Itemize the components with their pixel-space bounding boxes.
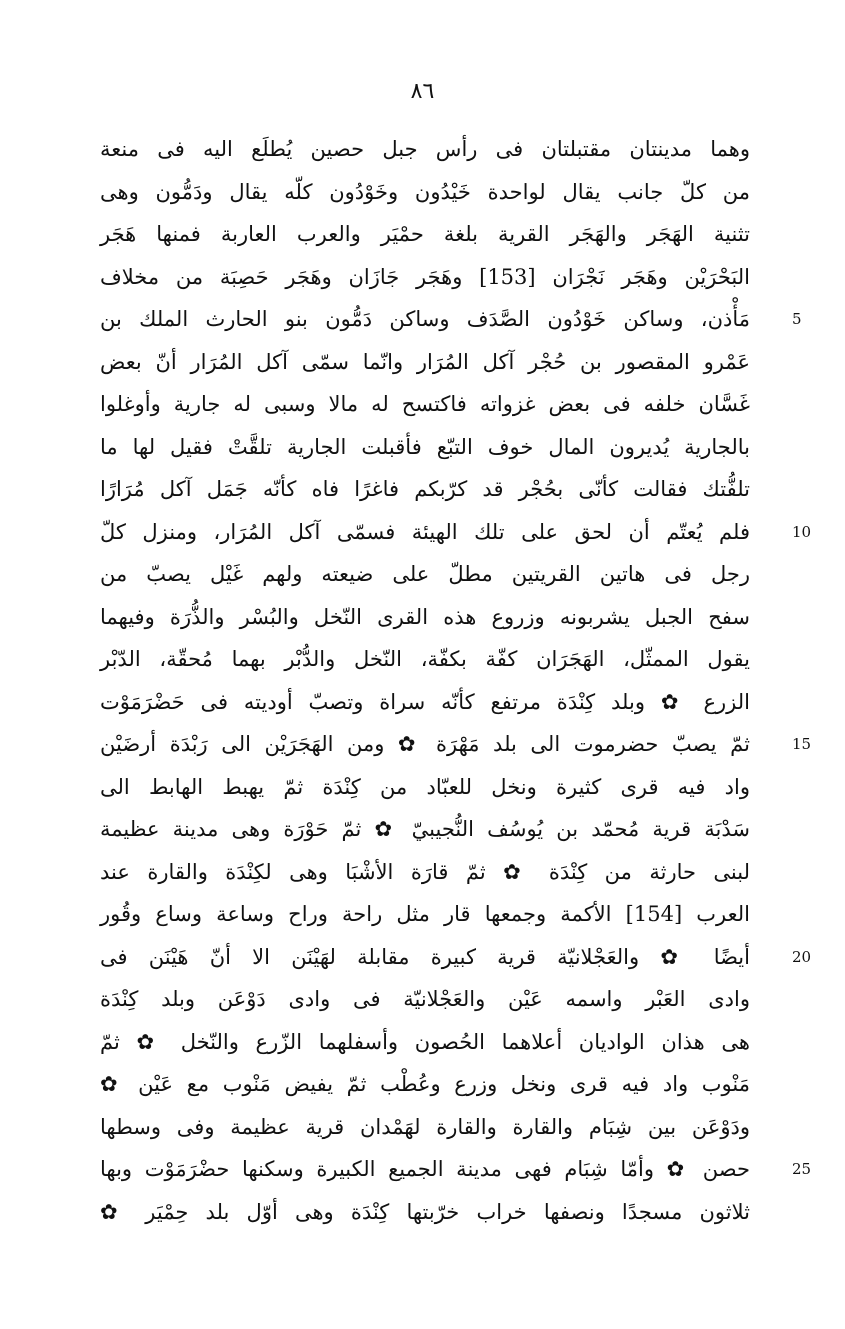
- line-text: حصن ✿ وأمّا شِبَام فهى مدينة الجميع الكبيرة وسكنها حضْرَمَوْت وبها: [100, 1157, 750, 1181]
- line-text: ودَوْعَن بين شِبَام والقارة والقارة لهَمْدان قرية عظيمة وفى وسطها: [100, 1114, 750, 1139]
- page-number: ٨٦: [410, 79, 435, 104]
- line-text: ثلاثون مسجدًا ونصفها خراب خرّبتها كِنْدَة وهى أوّل بلد حِمْيَر ✿: [100, 1199, 750, 1224]
- text-line: [100, 766, 750, 809]
- line-number: 25: [792, 1160, 812, 1178]
- line-text: أيضًا ✿ والعَجْلانيّة قرية كبيرة مقابلة لهَيْنَن الا أنّ هَيْنَن فى: [100, 944, 750, 969]
- line-number: 20: [792, 947, 812, 966]
- line-text: هى هذان الواديان أعلاهما الحُصون وأسفلهما الزّرع والنّخل ✿ ثمّ: [100, 1029, 750, 1054]
- line-text: الزرع ✿ وبلد كِنْدَة مرتفع كأنّه سراة وتصبّ أوديته فى حَضْرَمَوْت: [100, 689, 750, 714]
- line-text: من كلّ جانب يقال لواحدة خَيْدُون وخَوْدُون كلّه يقال ودَمُّون وهى: [100, 179, 750, 204]
- text-line: [100, 596, 750, 639]
- line-number: 15: [792, 735, 812, 753]
- line-text: فلم يُعتّم أن لحق على تلك الهيئة فسمّى آكل المُرَار، ومنزل كلّ: [100, 519, 750, 544]
- text-line: [100, 808, 750, 851]
- text-line: [100, 213, 750, 256]
- text-line: [100, 1021, 750, 1064]
- text-line: [100, 723, 812, 766]
- line-text: مَأْذن، وساكن خَوْدُون الصَّدَف وساكن دَمُّون بنو الحارث الملك بن: [100, 307, 750, 331]
- text-line: [100, 128, 750, 171]
- text-line: [100, 978, 750, 1021]
- line-text: وهما مدينتان مقتبلتان فى رأس جبل حصين يُطلَع اليه فى منعة: [100, 137, 750, 161]
- line-text: بالجارية يُديرون المال خوف التبّع فأقبلت الجارية تلقَّتْ فقيل لها ما: [100, 434, 750, 459]
- line-text: يقول الممثّل، الهَجَرَان كفّة بكفّة، النّخل والدُّبْر بهما مُحقّة، الدّبْر: [100, 647, 750, 671]
- body-text: [100, 128, 812, 1233]
- line-text: لبنى حارثة من كِنْدَة ✿ ثمّ قارَة الأشْبَا وهى لكِنْدَة والقارة عند: [100, 859, 750, 884]
- line-number: 10: [792, 522, 812, 541]
- line-text: العرب [154] الأكمة وجمعها قار مثل راحة وراح وساعة وساع وقُور: [100, 902, 750, 926]
- line-text: واد فيه قرى كثيرة ونخل للعبّاد من كِنْدَة ثمّ يهبط الهابط الى: [100, 774, 750, 799]
- text-line: [100, 1063, 750, 1106]
- text-line: [100, 341, 750, 384]
- text-line: [100, 1148, 812, 1191]
- line-text: تلفُّتك فقالت كأنّى بحُجْر قد كرّبكم فاغرًا فاه كأنّه جَمَل آكل مُرَارًا: [100, 477, 750, 501]
- text-line: [100, 1106, 750, 1149]
- text-line: [100, 298, 802, 341]
- text-line: [100, 256, 750, 299]
- text-line: [100, 893, 750, 936]
- line-text: سَدْبَة قرية مُحمّد بن يُوسُف النُّجيبيّ ✿ ثمّ حَوْرَة وهى مدينة عظيمة: [100, 817, 750, 841]
- text-line: [100, 681, 750, 724]
- text-line: [100, 1191, 750, 1234]
- line-text: وادى العَبْر واسمه عَيْن والعَجْلانيّة فى وادى دَوْعَن وبلد كِنْدَة: [100, 987, 750, 1011]
- text-line: [100, 426, 750, 469]
- text-line: [100, 553, 750, 596]
- line-text: تثنية الهَجَر والهَجَر القرية بلغة حمْيَر والعرب العاربة فمنها هَجَر: [100, 222, 750, 246]
- text-line: [100, 383, 750, 426]
- line-text: البَحْرَيْن وهَجَر نَجْرَان [153] وهَجَر جَازَان وهَجَر حَصِبَة من مخلاف: [100, 264, 750, 289]
- line-number: 5: [792, 310, 802, 328]
- line-text: رجل فى هاتين القريتين مطلّ على ضيعته ولهم غَيْل يصبّ من: [100, 562, 750, 586]
- line-text: غَسَّان خلفه فى بعض غزواته فاكتسح له مالا وسبى له جارية وأوغلوا: [100, 392, 750, 416]
- line-text: سفح الجبل يشربونه وزروع هذه القرى النّخل والبُسْر والذُّرَة وفيهما: [100, 604, 750, 629]
- text-line: [100, 638, 750, 681]
- text-line: [100, 171, 750, 214]
- line-text: عَمْرو المقصور بن حُجْر آكل المُرَار وانّما سمّى آكل المُرَار أنّ بعض: [100, 349, 750, 374]
- line-text: مَنْوب واد فيه قرى ونخل وزرع وعُطْب ثمّ يفيض مَنْوب مع عَيْن ✿: [100, 1072, 750, 1096]
- text-line: [100, 936, 812, 979]
- text-line: [100, 851, 750, 894]
- text-line: [100, 468, 750, 511]
- text-line: [100, 511, 812, 554]
- line-text: ثمّ يصبّ حضرموت الى بلد مَهْرَة ✿ ومن الهَجَرَيْن الى رَبْدَة أرضَيْن: [100, 732, 750, 756]
